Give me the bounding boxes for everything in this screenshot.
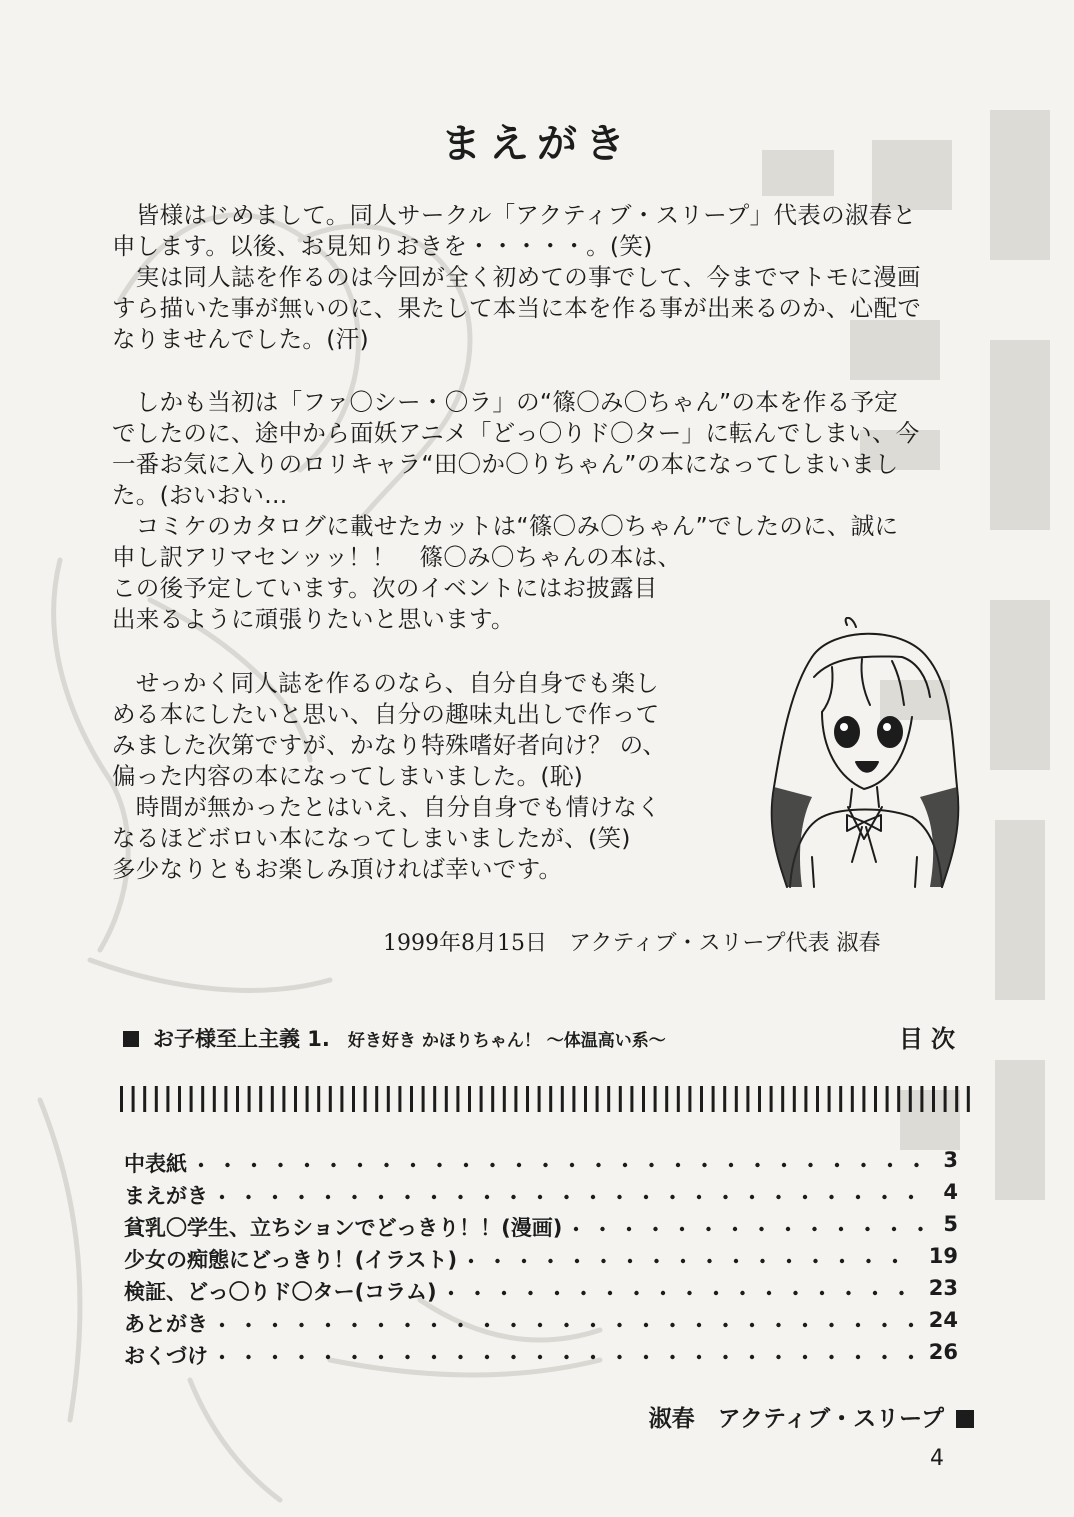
page-title: まえがき bbox=[441, 121, 633, 167]
toc-row bbox=[124, 1276, 958, 1308]
leader-dots bbox=[218, 1180, 935, 1212]
leader-dots bbox=[218, 1340, 921, 1372]
toc-title: まえがき bbox=[124, 1184, 208, 1208]
body-line: 出来るように頑張りたいと思います。 bbox=[112, 605, 515, 633]
body-line: 実は同人誌を作るのは今回が全く初めての事でして、今までマトモに漫画 bbox=[112, 263, 921, 291]
body-line: せっかく同人誌を作るのなら、自分自身でも楽し bbox=[112, 669, 659, 697]
body-line: この後予定しています。次のイベントにはお披露目 bbox=[112, 574, 658, 602]
leader-dots bbox=[447, 1276, 921, 1308]
toc-row bbox=[124, 1212, 958, 1244]
toc-page: 5 bbox=[943, 1212, 958, 1236]
toc-title: 少女の痴態にどっきり！(イラスト) bbox=[124, 1248, 458, 1272]
leader-dots bbox=[197, 1148, 935, 1180]
body-line: める本にしたいと思い、自分の趣味丸出しで作って bbox=[112, 700, 660, 728]
body-line: 時間が無かったとはいえ、自分自身でも情けなく bbox=[112, 793, 661, 821]
toc-title: あとがき bbox=[124, 1312, 208, 1336]
body-line: でしたのに、途中から面妖アニメ「どっ〇りド〇ター」に転んでしまい、今 bbox=[112, 419, 920, 447]
body-line: なりませんでした。(汗) bbox=[112, 325, 369, 353]
toc-row bbox=[124, 1244, 958, 1276]
toc-title: 検証、どっ〇りド〇ター(コラム) bbox=[124, 1280, 437, 1304]
square-bullet-icon bbox=[956, 1410, 974, 1428]
body-line: なるほどボロい本になってしまいましたが、(笑) bbox=[112, 824, 631, 852]
body-line: 多少なりともお楽しみ頂ければ幸いです。 bbox=[112, 855, 563, 883]
leader-dots bbox=[218, 1308, 921, 1340]
toc-page: 23 bbox=[928, 1276, 958, 1300]
series-heading bbox=[123, 1023, 963, 1053]
series-name: お子様至上主義 1. bbox=[153, 1027, 330, 1051]
body-line: みました次第ですが、かなり特殊嗜好者向け？ の、 bbox=[112, 731, 667, 759]
body-line: 申します。以後、お見知りおきを・・・・・。(笑) bbox=[112, 232, 653, 260]
leader-dots bbox=[572, 1212, 935, 1244]
toc-title: 中表紙 bbox=[124, 1152, 187, 1176]
table-of-contents bbox=[124, 1148, 958, 1372]
body-line: 偏った内容の本になってしまいました。(恥) bbox=[112, 762, 584, 790]
toc-title: 貧乳〇学生、立ちションでどっきり！！(漫画) bbox=[124, 1216, 563, 1240]
footer-text: 淑春 アクティブ・スリープ bbox=[648, 1406, 944, 1432]
toc-page: 26 bbox=[928, 1340, 958, 1364]
toc-row bbox=[124, 1180, 958, 1212]
toc-row bbox=[124, 1148, 958, 1180]
toc-heading: 目次 bbox=[899, 1025, 963, 1053]
body-line: 皆様はじめまして。同人サークル「アクティブ・スリープ」代表の淑春と bbox=[112, 201, 917, 229]
girl-illustration bbox=[752, 617, 974, 892]
toc-page: 3 bbox=[943, 1148, 958, 1172]
toc-row bbox=[124, 1308, 958, 1340]
body-line: た。(おいおい... bbox=[112, 481, 288, 509]
toc-row bbox=[124, 1340, 958, 1372]
signature-line: 1999年8月15日 アクティブ・スリープ代表 淑春 bbox=[383, 931, 881, 956]
toc-page: 24 bbox=[928, 1308, 958, 1332]
body-line: すら描いた事が無いのに、果たして本当に本を作る事が出来るのか、心配で bbox=[112, 294, 922, 322]
toc-page: 19 bbox=[928, 1244, 958, 1268]
decorative-bar-divider bbox=[118, 1086, 970, 1112]
body-line: コミケのカタログに載せたカットは“篠〇み〇ちゃん”でしたのに、誠に bbox=[112, 512, 899, 540]
toc-title: おくづけ bbox=[124, 1344, 208, 1368]
square-bullet-icon bbox=[123, 1031, 139, 1047]
body-line: 申し訳アリマセンッッ！！ 篠〇み〇ちゃんの本は、 bbox=[112, 543, 682, 571]
series-subtitle: 好き好き かほりちゃん！ ～体温高い系～ bbox=[347, 1031, 666, 1051]
body-line: 一番お気に入りのロリキャラ“田〇か〇りちゃん”の本になってしまいまし bbox=[112, 450, 899, 478]
body-line: しかも当初は「ファ〇シー・〇ラ」の“篠〇み〇ちゃん”の本を作る予定 bbox=[112, 388, 899, 416]
page-number: 4 bbox=[930, 1446, 944, 1471]
toc-page: 4 bbox=[943, 1180, 958, 1204]
footer-credit bbox=[649, 1400, 974, 1433]
leader-dots bbox=[467, 1244, 921, 1276]
